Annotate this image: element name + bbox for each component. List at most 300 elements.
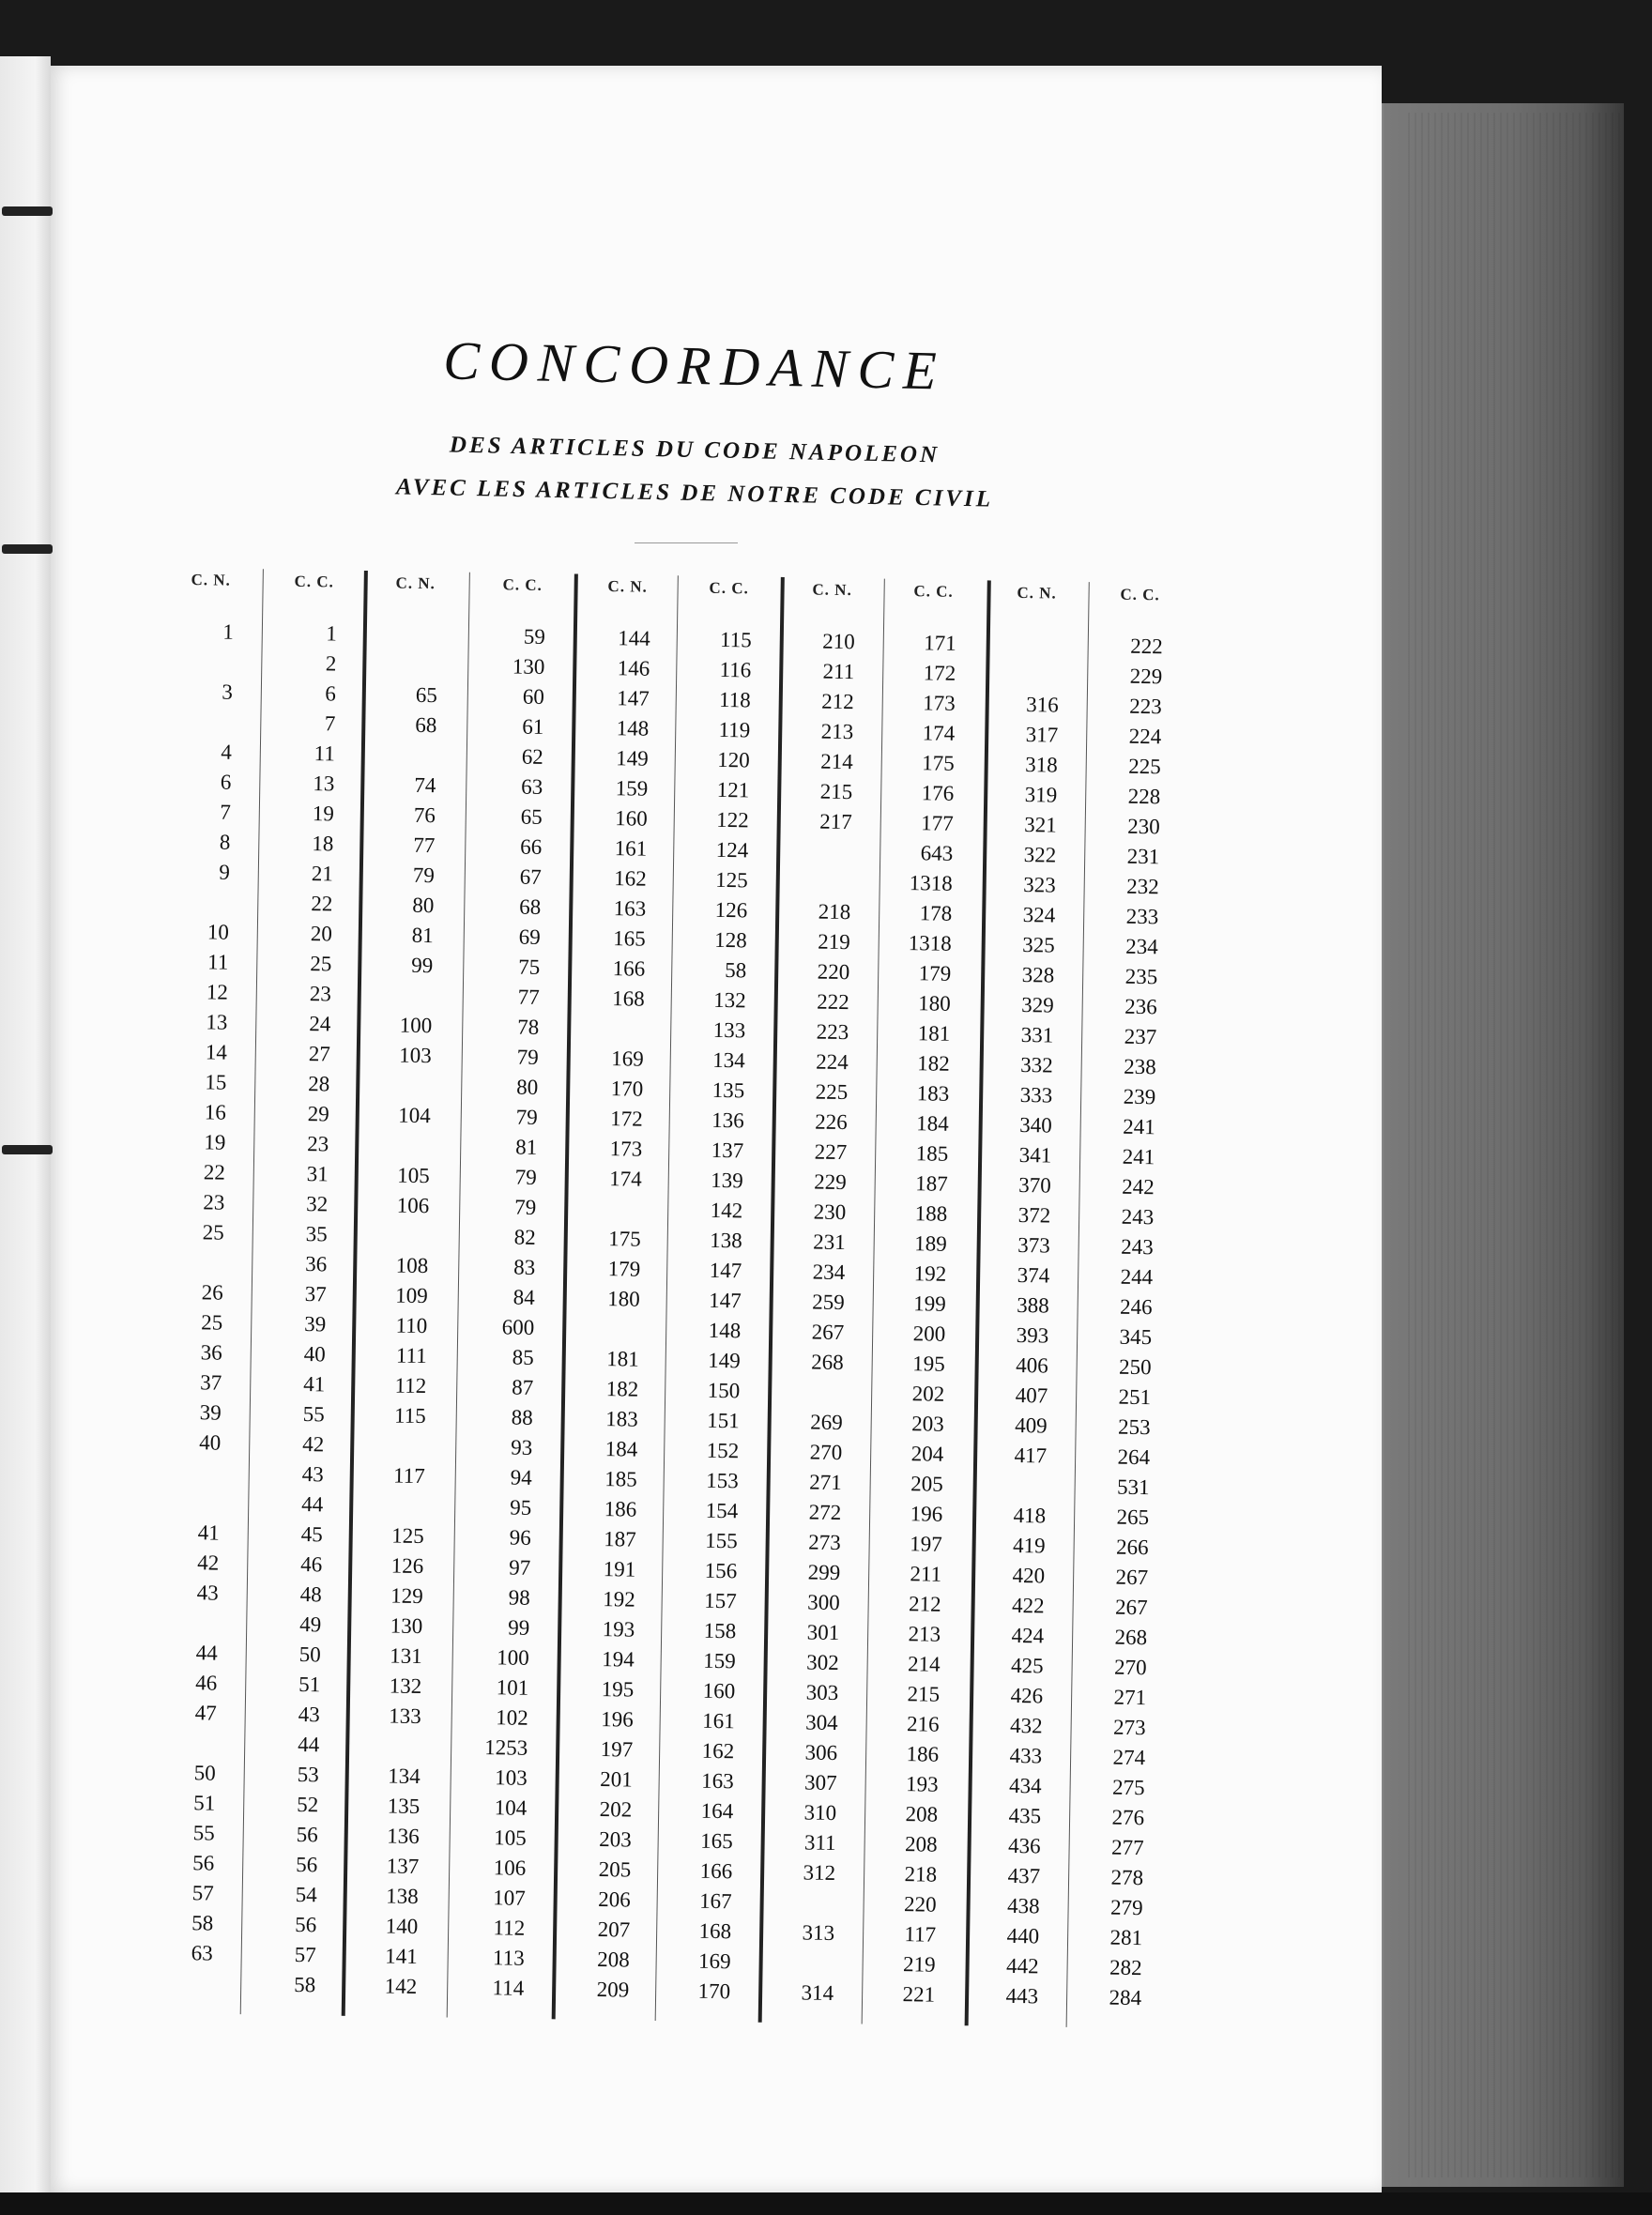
table-cell: 58	[294, 1972, 316, 1997]
table-cell: 203	[599, 1827, 632, 1852]
table-cell: 184	[916, 1111, 949, 1136]
column-header: C. N.	[395, 573, 436, 593]
column-header: C. C.	[1120, 585, 1160, 604]
table-cell: 172	[610, 1107, 643, 1131]
table-cell: 317	[1025, 723, 1059, 747]
table-cell: 121	[716, 777, 750, 802]
table-cell: 167	[698, 1888, 732, 1914]
table-cell: 140	[385, 1914, 419, 1939]
table-cell: 57	[191, 1881, 214, 1905]
table-cell: 125	[715, 867, 748, 893]
table-cell: 14	[205, 1040, 228, 1064]
table-cell: 4	[221, 740, 233, 764]
column-divider	[552, 573, 578, 2019]
table-cell: 103	[399, 1043, 432, 1068]
table-cell: 435	[1008, 1803, 1042, 1828]
table-cell: 181	[606, 1347, 639, 1371]
table-cell: 81	[515, 1135, 538, 1159]
table-cell: 9	[219, 860, 231, 884]
table-cell: 141	[385, 1944, 418, 1969]
table-cell: 230	[1127, 814, 1160, 839]
table-cell: 21	[311, 862, 334, 886]
table-cell: 6	[220, 770, 232, 794]
table-cell: 25	[202, 1220, 224, 1245]
table-cell: 188	[914, 1201, 948, 1226]
table-cell: 133	[712, 1017, 746, 1043]
table-cell: 316	[1026, 693, 1059, 717]
table-cell: 131	[390, 1643, 422, 1669]
table-cell: 80	[412, 893, 435, 918]
table-cell: 300	[806, 1590, 840, 1615]
column-header: C. C.	[502, 575, 543, 594]
table-cell: 228	[1127, 784, 1161, 809]
table-cell: 233	[1125, 904, 1159, 929]
table-column	[881, 631, 956, 2007]
table-cell: 19	[204, 1130, 226, 1154]
column-divider	[965, 580, 991, 2025]
table-cell: 372	[1017, 1202, 1051, 1228]
table-cell: 643	[920, 841, 954, 865]
table-cell: 116	[719, 657, 752, 682]
table-cell: 223	[1129, 694, 1162, 719]
table-cell: 197	[909, 1532, 942, 1556]
table-cell: 31	[306, 1162, 329, 1186]
table-cell: 156	[704, 1558, 738, 1583]
table-cell: 106	[493, 1856, 527, 1880]
table-cell: 63	[521, 774, 543, 799]
table-cell: 192	[913, 1261, 947, 1286]
table-cell: 130	[512, 654, 545, 679]
table-cell: 112	[493, 1916, 526, 1940]
table-cell: 20	[310, 922, 333, 946]
table-cell: 325	[1022, 933, 1055, 957]
table-cell: 183	[605, 1407, 638, 1431]
table-cell: 264	[1117, 1444, 1151, 1470]
table-cell: 25	[310, 952, 332, 976]
table-cell: 109	[395, 1283, 428, 1308]
table-cell: 218	[904, 1862, 938, 1887]
table-cell: 162	[701, 1738, 735, 1764]
table-cell: 178	[919, 901, 953, 925]
table-cell: 106	[396, 1193, 430, 1218]
table-cell: 341	[1018, 1142, 1052, 1168]
table-cell: 22	[203, 1160, 226, 1184]
table-cell: 28	[308, 1072, 330, 1096]
table-cell: 79	[412, 863, 436, 888]
table-cell: 242	[1121, 1174, 1155, 1199]
table-cell: 100	[399, 1013, 433, 1038]
table-cell: 62	[521, 744, 543, 769]
table-cell: 208	[905, 1802, 939, 1826]
table-cell: 180	[607, 1287, 640, 1311]
table-cell: 59	[523, 624, 546, 649]
table-cell: 220	[903, 1892, 937, 1917]
table-cell: 181	[917, 1021, 951, 1046]
table-cell: 147	[709, 1288, 742, 1313]
table-cell: 307	[803, 1770, 837, 1795]
table-cell: 104	[398, 1103, 431, 1128]
table-cell: 149	[616, 746, 649, 771]
table-cell: 79	[516, 1045, 539, 1069]
table-cell: 226	[815, 1109, 848, 1135]
table-cell: 81	[411, 923, 434, 948]
table-cell: 23	[203, 1190, 225, 1214]
table-cell: 221	[902, 1982, 936, 2007]
table-cell: 279	[1109, 1895, 1143, 1920]
subtitle-line-2: AVEC LES ARTICLES DE NOTRE CODE CIVIL	[395, 474, 994, 512]
table-cell: 192	[603, 1587, 635, 1612]
table-cell: 259	[812, 1290, 845, 1315]
table-cell: 345	[1119, 1324, 1153, 1350]
table-cell: 236	[1124, 994, 1157, 1019]
table-cell: 600	[501, 1315, 535, 1339]
table-cell: 238	[1124, 1054, 1156, 1079]
table-cell: 43	[301, 1462, 324, 1487]
table-cell: 426	[1010, 1683, 1044, 1708]
column-divider	[758, 577, 785, 2023]
table-cell: 303	[805, 1680, 839, 1705]
table-cell: 171	[924, 631, 956, 655]
table-cell: 128	[714, 927, 747, 953]
table-cell: 75	[518, 955, 541, 979]
column-divider	[240, 569, 264, 2014]
table-cell: 122	[716, 807, 749, 833]
table-cell: 63	[191, 1941, 213, 1965]
table-cell: 42	[197, 1550, 220, 1575]
table-cell: 132	[389, 1673, 422, 1699]
table-cell: 213	[908, 1622, 941, 1646]
table-cell: 201	[600, 1767, 633, 1792]
table-cell: 138	[710, 1228, 742, 1253]
table-cell: 94	[510, 1465, 532, 1489]
column-divider	[655, 575, 679, 2021]
table-cell: 185	[604, 1467, 637, 1491]
table-cell: 270	[1113, 1655, 1147, 1680]
table-cell: 76	[413, 802, 436, 828]
table-cell: 40	[303, 1342, 326, 1367]
table-cell: 22	[311, 892, 333, 916]
table-cell: 438	[1006, 1893, 1040, 1918]
table-cell: 208	[904, 1832, 938, 1856]
table-cell: 132	[713, 987, 746, 1013]
table-cell: 7	[324, 711, 336, 736]
table-cell: 206	[597, 1887, 631, 1912]
table-cell: 172	[923, 661, 956, 685]
table-cell: 35	[305, 1222, 328, 1246]
table-cell: 275	[1111, 1775, 1145, 1800]
table-cell: 100	[497, 1645, 529, 1670]
table-cell: 185	[915, 1141, 949, 1166]
table-cell: 267	[1114, 1595, 1148, 1620]
table-cell: 133	[389, 1703, 421, 1729]
table-cell: 273	[808, 1530, 841, 1555]
table-cell: 406	[1015, 1352, 1048, 1378]
table-cell: 241	[1122, 1114, 1155, 1139]
table-cell: 87	[512, 1375, 534, 1399]
table-cell: 234	[812, 1260, 846, 1285]
table-cell: 213	[820, 719, 854, 744]
table-cell: 1318	[909, 871, 953, 895]
table-cell: 77	[517, 985, 540, 1009]
table-cell: 83	[513, 1255, 536, 1279]
table-cell: 419	[1012, 1533, 1046, 1558]
table-cell: 217	[819, 809, 852, 834]
table-cell: 69	[518, 924, 541, 949]
table-cell: 48	[299, 1582, 322, 1607]
table-cell: 126	[390, 1553, 424, 1579]
table-cell: 49	[299, 1612, 322, 1637]
table-cell: 57	[294, 1942, 316, 1967]
table-cell: 244	[1120, 1264, 1154, 1290]
table-cell: 225	[1128, 754, 1161, 779]
table-cell: 37	[304, 1282, 327, 1306]
table-cell: 443	[1005, 1983, 1039, 2009]
table-cell: 136	[711, 1108, 744, 1133]
table-cell: 229	[814, 1169, 847, 1195]
table-cell: 15	[205, 1070, 227, 1094]
table-cell: 18	[312, 832, 334, 856]
table-cell: 84	[512, 1285, 535, 1309]
table-cell: 243	[1121, 1204, 1155, 1230]
column-header: C. N.	[812, 580, 852, 600]
table-cell: 136	[387, 1824, 420, 1849]
table-cell: 11	[206, 950, 229, 974]
table-cell: 222	[1130, 634, 1163, 659]
table-cell: 250	[1118, 1354, 1152, 1380]
table-cell: 224	[816, 1049, 849, 1075]
table-cell: 215	[819, 779, 853, 804]
table-cell: 268	[811, 1350, 844, 1375]
table-cell: 51	[193, 1791, 216, 1815]
table-cell: 51	[298, 1673, 321, 1697]
table-cell: 409	[1014, 1413, 1048, 1438]
table-cell: 58	[191, 1911, 214, 1935]
table-cell: 1253	[484, 1735, 528, 1760]
table-cell: 216	[906, 1712, 940, 1736]
table-cell: 299	[807, 1560, 841, 1585]
table-cell: 36	[305, 1252, 328, 1276]
table-cell: 196	[910, 1502, 943, 1526]
table-cell: 194	[602, 1647, 635, 1672]
table-cell: 41	[197, 1520, 220, 1545]
table-cell: 265	[1116, 1505, 1150, 1530]
table-cell: 1	[222, 619, 235, 644]
table-cell: 43	[196, 1581, 219, 1605]
table-cell: 159	[703, 1648, 736, 1673]
table-cell: 312	[803, 1860, 836, 1886]
table-cell: 425	[1010, 1653, 1044, 1678]
table-cell: 239	[1123, 1084, 1156, 1109]
table-cell: 68	[519, 894, 542, 919]
table-cell: 173	[923, 691, 956, 715]
table-cell: 174	[609, 1167, 642, 1191]
table-cell: 95	[510, 1495, 532, 1520]
table-cell: 77	[413, 833, 436, 858]
table-cell: 433	[1009, 1743, 1043, 1768]
table-column	[363, 622, 438, 1999]
table-cell: 182	[605, 1377, 639, 1401]
table-cell: 138	[386, 1884, 419, 1909]
table-cell: 112	[394, 1373, 427, 1398]
table-cell: 211	[822, 659, 855, 684]
table-cell: 219	[818, 929, 850, 955]
table-cell: 135	[387, 1794, 421, 1819]
table-cell: 104	[494, 1795, 528, 1820]
table-cell: 166	[612, 956, 646, 981]
table-cell: 182	[917, 1051, 950, 1076]
table-cell: 45	[300, 1522, 323, 1547]
table-cell: 219	[902, 1952, 936, 1977]
table-cell: 225	[815, 1079, 849, 1105]
table-cell: 278	[1110, 1865, 1144, 1890]
table-cell: 177	[921, 811, 954, 835]
table-cell: 79	[515, 1105, 538, 1129]
table-cell: 134	[712, 1047, 745, 1073]
table-cell: 130	[390, 1613, 423, 1639]
table-cell: 223	[816, 1019, 849, 1045]
table-cell: 193	[602, 1617, 635, 1642]
table-cell: 52	[297, 1792, 319, 1817]
table-cell: 55	[302, 1402, 325, 1427]
table-cell: 66	[520, 834, 543, 859]
table-cell: 276	[1111, 1805, 1145, 1830]
table-cell: 253	[1117, 1414, 1151, 1440]
table-cell: 222	[817, 989, 849, 1015]
table-cell: 302	[805, 1650, 839, 1675]
column-header: C. N.	[191, 571, 232, 589]
table-cell: 126	[714, 897, 748, 923]
table-cell: 271	[1113, 1685, 1147, 1710]
table-cell: 234	[1125, 934, 1158, 959]
table-cell: 224	[1128, 724, 1162, 749]
table-cell: 113	[492, 1946, 525, 1970]
table-cell: 170	[610, 1077, 644, 1101]
table-cell: 418	[1013, 1503, 1047, 1528]
table-cell: 44	[301, 1492, 324, 1517]
table-cell: 241	[1122, 1144, 1155, 1169]
table-cell: 227	[814, 1139, 848, 1165]
table-cell: 23	[309, 982, 332, 1006]
table-cell: 179	[918, 961, 952, 985]
table-column	[159, 619, 235, 1965]
table-cell: 176	[921, 781, 955, 805]
table-cell: 93	[511, 1435, 533, 1459]
table-cell: 96	[509, 1525, 531, 1550]
table-cell: 144	[618, 626, 650, 650]
table-cell: 193	[905, 1772, 939, 1796]
table-cell: 105	[397, 1163, 430, 1188]
column-header: C. N.	[607, 577, 648, 596]
table-cell: 328	[1021, 963, 1055, 987]
table-cell: 149	[708, 1348, 741, 1373]
table-cell: 42	[302, 1432, 325, 1457]
table-cell: 531	[1116, 1474, 1150, 1500]
table-cell: 304	[804, 1710, 838, 1735]
table-cell: 46	[300, 1552, 323, 1577]
table-cell: 50	[193, 1761, 216, 1785]
table-cell: 162	[614, 866, 647, 891]
table-cell: 267	[1115, 1565, 1149, 1590]
table-cell: 54	[295, 1882, 317, 1907]
table-cell: 173	[609, 1137, 643, 1161]
table-cell: 68	[415, 712, 437, 738]
table-cell: 272	[808, 1500, 842, 1525]
column-header: C. N.	[1017, 583, 1057, 603]
table-cell: 142	[384, 1974, 418, 1999]
table-cell: 205	[910, 1472, 943, 1496]
table-cell: 179	[607, 1257, 641, 1281]
column-divider	[862, 579, 885, 2024]
table-cell: 161	[702, 1708, 735, 1734]
table-cell: 61	[522, 714, 544, 739]
table-cell: 107	[493, 1886, 526, 1910]
table-cell: 269	[810, 1410, 843, 1435]
table-cell: 8	[219, 830, 231, 854]
table-cell: 212	[821, 689, 854, 714]
table-cell: 166	[699, 1858, 733, 1884]
table-cell: 37	[200, 1370, 222, 1395]
table-cell: 103	[495, 1765, 528, 1790]
table-cell: 124	[715, 837, 749, 863]
table-cell: 270	[809, 1440, 843, 1465]
table-cell: 436	[1007, 1833, 1041, 1858]
table-cell: 180	[918, 991, 951, 1016]
table-cell: 215	[907, 1682, 941, 1706]
table-cell: 237	[1124, 1024, 1157, 1049]
table-cell: 105	[494, 1825, 527, 1850]
table-cell: 417	[1014, 1443, 1048, 1468]
table-cell: 420	[1012, 1563, 1046, 1588]
table-cell: 168	[612, 986, 645, 1011]
table-cell: 16	[204, 1100, 227, 1124]
table-cell: 170	[697, 1978, 731, 2004]
table-cell: 322	[1023, 843, 1057, 867]
table-cell: 152	[706, 1438, 740, 1463]
table-cell: 50	[298, 1642, 321, 1667]
table-cell: 440	[1006, 1923, 1040, 1948]
table-cell: 340	[1019, 1112, 1052, 1138]
table-cell: 46	[195, 1671, 218, 1695]
table-cell: 79	[514, 1165, 537, 1189]
table-cell: 211	[910, 1562, 942, 1586]
table-cell: 65	[415, 682, 438, 708]
table-cell: 1318	[908, 931, 952, 955]
table-cell: 137	[386, 1854, 420, 1879]
table-cell: 165	[699, 1828, 733, 1854]
table-cell: 25	[201, 1310, 223, 1335]
table-cell: 199	[913, 1291, 946, 1316]
table-cell: 277	[1110, 1835, 1144, 1860]
table-cell: 331	[1020, 1023, 1054, 1047]
table-cell: 153	[706, 1468, 739, 1493]
table-cell: 160	[702, 1678, 736, 1703]
table-cell: 150	[707, 1378, 741, 1403]
table-cell: 373	[1017, 1232, 1050, 1258]
table-cell: 434	[1008, 1773, 1042, 1798]
table-cell: 40	[199, 1430, 222, 1455]
table-cell: 218	[818, 899, 851, 924]
table-cell: 117	[904, 1922, 937, 1947]
table-cell: 119	[718, 717, 751, 742]
table-cell: 424	[1011, 1623, 1045, 1648]
table-cell: 148	[616, 716, 650, 741]
table-column	[470, 624, 546, 2000]
table-cell: 151	[707, 1408, 740, 1433]
table-cell: 97	[509, 1555, 531, 1580]
table-cell: 271	[809, 1470, 842, 1495]
table-cell: 267	[811, 1320, 845, 1345]
table-cell: 142	[710, 1198, 743, 1223]
